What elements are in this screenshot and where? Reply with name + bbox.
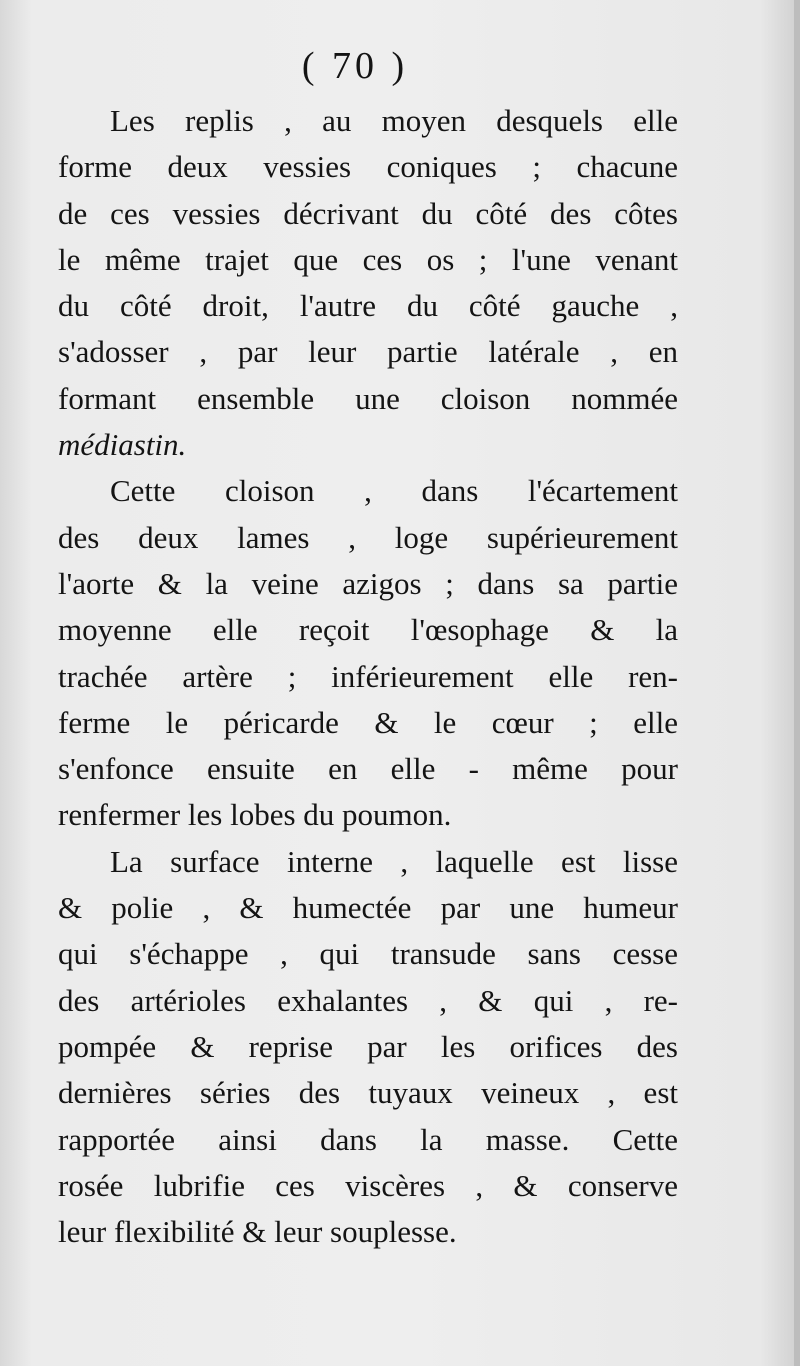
- text-line: ferme le péricarde & le cœur ; elle: [58, 704, 678, 740]
- text-line: moyenne elle reçoit l'œsophage & la: [58, 612, 678, 648]
- text-line: trachée artère ; inférieurement elle ren-: [58, 658, 678, 694]
- paragraph: [58, 468, 678, 838]
- text-line: renfermer les lobes du poumon.: [58, 797, 452, 833]
- text-line: du côté droit, l'autre du côté gauche ,: [58, 288, 678, 324]
- text-line: formant ensemble une cloison nommée: [58, 380, 678, 416]
- text-line: médiastin.: [58, 427, 187, 463]
- text-line: & polie , & humectée par une humeur: [58, 890, 678, 926]
- text-line: le même trajet que ces os ; l'une venant: [58, 241, 678, 277]
- text-line: qui s'échappe , qui transude sans cesse: [58, 936, 678, 972]
- text-line: s'enfonce ensuite en elle - même pour: [58, 751, 678, 787]
- body-text: [58, 98, 678, 1255]
- text-line: leur flexibilité & leur souplesse.: [58, 1214, 457, 1250]
- text-line: La surface interne , laquelle est lisse: [110, 843, 678, 879]
- text-line: rosée lubrifie ces viscères , & conserve: [58, 1167, 678, 1203]
- text-line: des deux lames , loge supérieurement: [58, 519, 678, 555]
- text-line: s'adosser , par leur partie latérale , en: [58, 334, 678, 370]
- text-line: des artérioles exhalantes , & qui , re-: [58, 982, 678, 1018]
- text-line: de ces vessies décrivant du côté des côtes: [58, 195, 678, 231]
- text-line: l'aorte & la veine azigos ; dans sa partie: [58, 565, 678, 601]
- text-line: rapportée ainsi dans la masse. Cette: [58, 1121, 678, 1157]
- text-line: Cette cloison , dans l'écartement: [110, 473, 678, 509]
- text-line: forme deux vessies coniques ; chacune: [58, 149, 678, 185]
- text-line: pompée & reprise par les orifices des: [58, 1028, 678, 1064]
- page-edge-shadow: [794, 0, 800, 1366]
- text-line: dernières séries des tuyaux veineux , est: [58, 1075, 678, 1111]
- paragraph: [58, 98, 678, 468]
- page-number: ( 70 ): [301, 45, 409, 87]
- paragraph: [58, 839, 678, 1256]
- text-line: Les replis , au moyen desquels elle: [110, 103, 678, 138]
